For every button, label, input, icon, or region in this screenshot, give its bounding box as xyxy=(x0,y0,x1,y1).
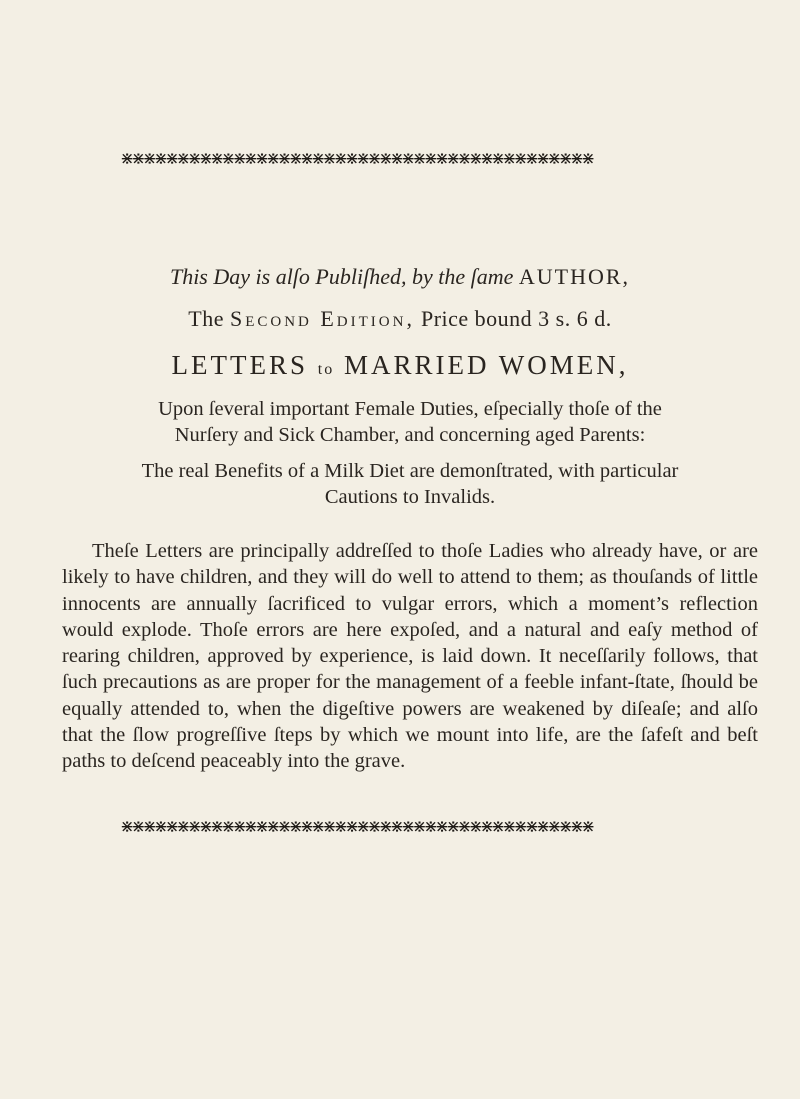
announcement-italic: This Day is alſo Publiſhed, by the ſame xyxy=(169,264,514,289)
title-married-women: MARRIED WOMEN, xyxy=(343,350,629,380)
subtitle-line-1: Upon ſeveral important Female Duties, eſpecially thoſe of the xyxy=(158,398,662,420)
subtitle-line-2: Nurſery and Sick Chamber, and concerning aged Parents: xyxy=(174,424,646,446)
title-to: to xyxy=(317,361,335,378)
edition-prefix: The xyxy=(188,306,224,331)
edition-line xyxy=(0,306,800,332)
top-ornament-glyphs: ⋇⋇⋇⋇⋇⋇⋇⋇⋇⋇⋇⋇⋇⋇⋇⋇⋇⋇⋇⋇⋇⋇⋇⋇⋇⋇⋇⋇⋇⋇⋇⋇⋇⋇⋇⋇⋇⋇⋇⋇⋇⋇ xyxy=(120,150,593,168)
edition-price: Price bound 3 s. 6 d. xyxy=(420,306,612,331)
book-title xyxy=(0,350,800,381)
bottom-ornament-glyphs: ⋇⋇⋇⋇⋇⋇⋇⋇⋇⋇⋇⋇⋇⋇⋇⋇⋇⋇⋇⋇⋇⋇⋇⋇⋇⋇⋇⋇⋇⋇⋇⋇⋇⋇⋇⋇⋇⋇⋇⋇⋇⋇ xyxy=(120,818,593,836)
announcement-line xyxy=(0,264,800,290)
subtitle-line-3: The real Benefits of a Milk Diet are demonſtrated, with particular xyxy=(141,460,679,482)
subtitle-line-4: Cautions to Invalids. xyxy=(324,486,496,508)
bottom-ornament-rule xyxy=(120,818,730,836)
top-ornament-rule xyxy=(120,150,730,168)
edition-small-caps: Second Edition, xyxy=(229,306,415,331)
announcement-author: AUTHOR, xyxy=(518,264,631,289)
body-paragraph: Theſe Letters are principally addreſſed to thoſe Ladies who already have, or are likely to have children, and they will do well to attend to them; as thouſands of little innocents are annually ſacrificed to vulgar errors, which a moment’s reflection would explode. Thoſe errors are here expoſed, and a natural and eaſy method of rearing children, approved by experience, is laid down. It neceſſarily follows, that ſuch precautions as are proper for the management of a feeble infant-ſtate, ſhould be equally attended to, when the digeſtive powers are weakened by diſeaſe; and alſo that the ſlow progreſſive ſteps by which we mount into life, are the ſafeſt and beſt paths to deſcend peaceably into the grave. xyxy=(62,540,758,773)
title-letters: LETTERS xyxy=(171,350,309,380)
